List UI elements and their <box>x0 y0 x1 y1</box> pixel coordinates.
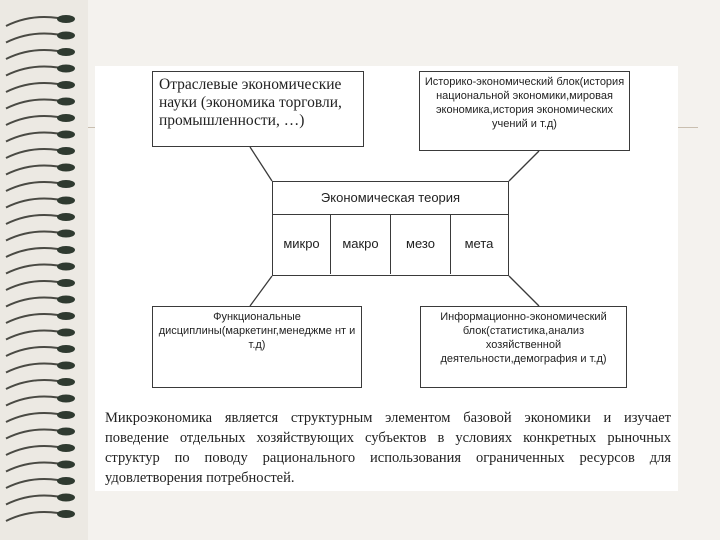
slide-content <box>95 66 678 491</box>
cell-meta: мета <box>464 236 494 251</box>
spiral-loop <box>6 65 75 76</box>
connector-bottom-left <box>250 276 272 306</box>
spiral-loop <box>6 279 75 290</box>
connector-top-right <box>509 151 539 181</box>
spiral-loop <box>6 213 75 224</box>
spiral-loop <box>6 197 75 208</box>
connector-top-left <box>250 147 272 181</box>
spiral-loop <box>6 230 75 241</box>
spiral-loop <box>6 362 75 373</box>
economic-theory-title: Экономическая теория <box>273 182 508 215</box>
cell-micro: микро <box>273 215 331 274</box>
historical-economic-block-box <box>419 71 630 151</box>
spiral-loop <box>6 395 75 406</box>
information-economic-block-text: Информационно-экономический блок(статистика,анализ хозяйственной деятельности,демография и т.д) <box>440 311 607 365</box>
spiral-loop <box>6 81 75 92</box>
spiral-loop <box>6 164 75 175</box>
information-economic-block-box <box>420 306 627 388</box>
spiral-loop <box>6 477 75 488</box>
description-paragraph: Микроэкономика является структурным элементом базовой экономики и изучает поведение отдельных хозяйствующих субъектов в условиях конкретных рыночных структур по поводу рационального использования ограниченных ресурсов для удовлетворения потребностей. <box>105 410 671 486</box>
spiral-loop <box>6 131 75 142</box>
spiral-loop <box>6 345 75 356</box>
spiral-loop <box>6 444 75 455</box>
cell-macro: макро <box>331 215 391 274</box>
spiral-loop <box>6 411 75 422</box>
spiral-loop <box>6 428 75 439</box>
spiral-loop <box>6 510 75 521</box>
spiral-loop <box>6 494 75 505</box>
spiral-loop <box>6 32 75 43</box>
spiral-loop <box>6 378 75 389</box>
spiral-loop <box>6 461 75 472</box>
spiral-loop <box>6 147 75 158</box>
cell-meso: мезо <box>391 215 451 274</box>
connector-bottom-right <box>509 276 539 306</box>
economic-theory-box <box>272 181 509 276</box>
spiral-loop <box>6 246 75 257</box>
sector-economics-box <box>152 71 364 147</box>
spiral-binding-decoration <box>0 0 90 540</box>
spiral-loop <box>6 312 75 323</box>
spiral-loop <box>6 98 75 109</box>
spiral-loop <box>6 48 75 59</box>
sector-economics-text: Отраслевые экономические науки (экономика торговли, промышленности, …) <box>159 76 342 129</box>
spiral-loop <box>6 263 75 274</box>
decorative-rule-right <box>678 127 698 128</box>
historical-economic-block-text: Историко-экономический блок(история национальной экономики,мировая экономика,история экономических учений и т.д) <box>424 76 625 130</box>
spiral-loop <box>6 114 75 125</box>
spiral-loop <box>6 180 75 191</box>
functional-disciplines-box <box>152 306 362 388</box>
spiral-loop <box>6 15 75 26</box>
spiral-loop <box>6 296 75 307</box>
spiral-loop <box>6 329 75 340</box>
functional-disciplines-text: Функциональные дисциплины(маркетинг,менеджме нт и т.д) <box>158 311 356 351</box>
